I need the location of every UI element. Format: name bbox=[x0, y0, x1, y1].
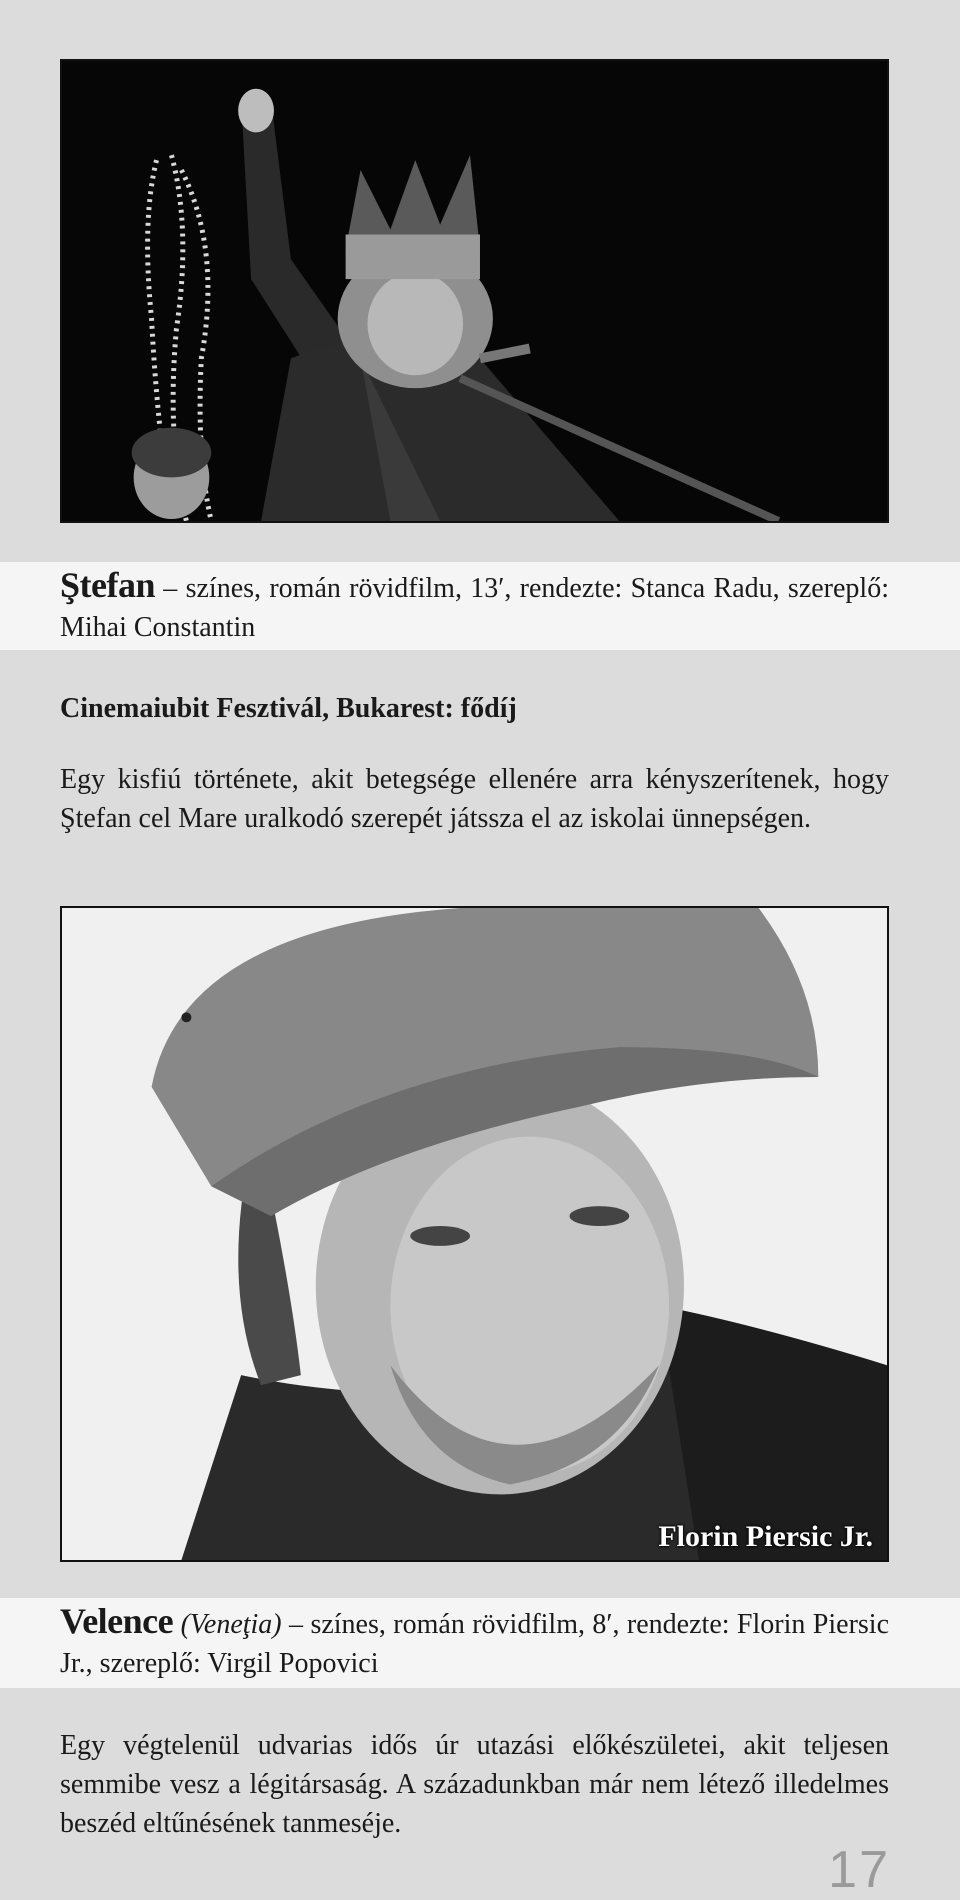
film2-description: Egy végtelenül udvarias idős úr utazási előkészületei, akit teljesen semmibe vesz a légitársaság. A századunkban már nem létező illedelmes beszéd eltűnésének tanmeséje. bbox=[60, 1730, 889, 1839]
film1-credits bbox=[60, 566, 889, 647]
film2-original-title: (Veneţia) bbox=[180, 1609, 282, 1640]
director-portrait bbox=[60, 906, 889, 1562]
film2-credits-text: – színes, román rövidfilm, 8′, rendezte: Florin Piersic Jr., szereplő: Virgil Popovici bbox=[60, 1609, 890, 1679]
page-number: 17 bbox=[828, 1841, 890, 1899]
photo-credit: Florin Piersic Jr. bbox=[658, 1520, 873, 1553]
film2-credits bbox=[60, 1602, 889, 1683]
film-still-stefan bbox=[60, 59, 889, 523]
film2-title: Velence bbox=[60, 1601, 174, 1641]
film1-award: Cinemaiubit Fesztivál, Bukarest: fődíj bbox=[60, 693, 517, 724]
film1-description: Egy kisfiú története, akit betegsége ellenére arra kényszerítenek, hogy Ştefan cel Mare uralkodó szerepét játssza el az iskolai ünnepségen. bbox=[60, 764, 889, 834]
film1-credits-text: – színes, román rövidfilm, 13′, rendezte: Stanca Radu, szereplő: Mihai Constantin bbox=[60, 573, 889, 643]
stage-photo bbox=[62, 61, 887, 521]
film1-title: Ştefan bbox=[60, 565, 155, 605]
portrait-photo bbox=[62, 908, 887, 1560]
